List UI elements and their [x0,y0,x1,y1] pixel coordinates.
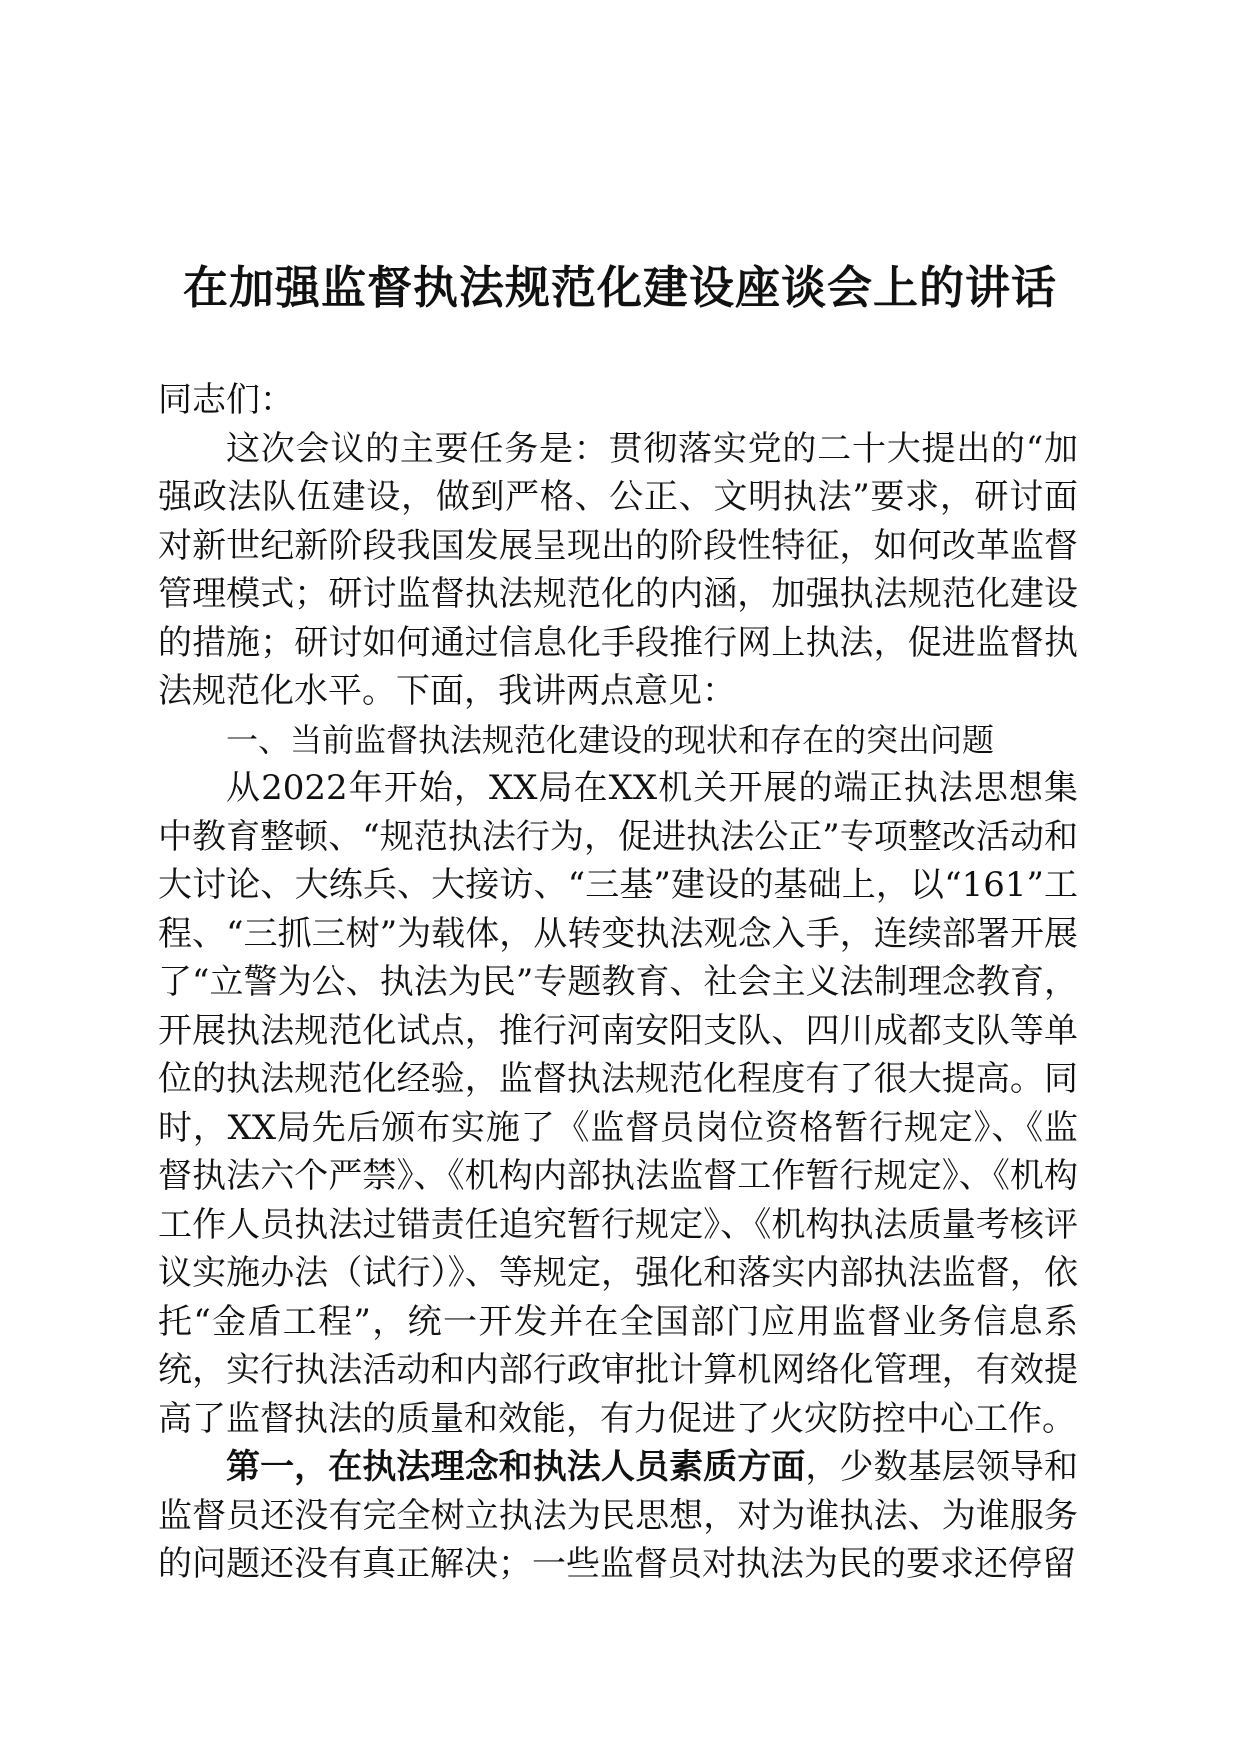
point-one-text: ，少数基层领导和监督员还没有完全树立执法为民思想，对为谁执法、为谁服务的问题还没有真正解决；一些监督员对执法为民的要求还停留 [158,1447,1079,1584]
paragraph-intro: 这次会议的主要任务是：贯彻落实党的二十大提出的“加强政法队伍建设，做到严格、公正、文明执法”要求，研讨面对新世纪新阶段我国发展呈现出的阶段性特征，如何改革监督管理模式；研讨监督执法规范化的内涵，加强执法规范化建设的措施；研讨如何通过信息化手段推行网上执法，促进监督执法规范化水平。下面，我讲两点意见： [158,428,1078,711]
document-body [158,376,1078,1589]
paragraph-current-status: 从2022年开始，XX局在XX机关开展的端正执法思想集中教育整顿、“规范执法行为，促进执法公正”专项整改活动和大讨论、大练兵、大接访、“三基”建设的基础上，以“161”工程、“三抓三树”为载体，从转变执法观念入手，连续部署开展了“立警为公、执法为民”专题教育、社会主义法制理念教育，开展执法规范化试点，推行河南安阳支队、四川成都支队等单位的执法规范化经验，监督执法规范化程度有了很大提高。同时，XX局先后颁布实施了《监督员岗位资格暂行规定》、《监督执法六个严禁》、《机构内部执法监督工作暂行规定》、《机构工作人员执法过错责任追究暂行规定》、《机构执法质量考核评议实施办法（试行）》、等规定，强化和落实内部执法监督，依托“金盾工程”，统一开发并在全国部门应用监督业务信息系统，实行执法活动和内部行政审批计算机网络化管理，有效提高了监督执法的质量和效能，有力促进了火灾防控中心工作。 [158,768,1078,1439]
document-title: 在加强监督执法规范化建设座谈会上的讲话 [182,261,1057,314]
section-heading-1: 一、当前监督执法规范化建设的现状和存在的突出问题 [226,720,995,759]
salutation: 同志们： [158,380,294,420]
point-one-lead: 第一，在执法理念和执法人员素质方面 [226,1447,806,1487]
paragraph-point-one [158,1443,1078,1589]
